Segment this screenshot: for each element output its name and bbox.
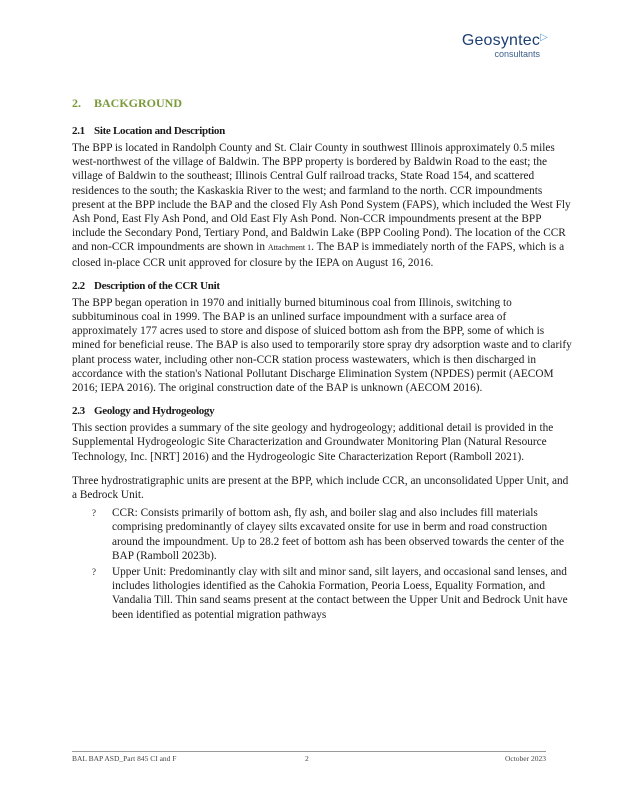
paragraph-ccr-unit: The BPP began operation in 1970 and initially burned bituminous coal from Illinois, switching to subbituminous coal in 1999. The BAP is an unlined surface impoundment with a surface area of approximately 177 acres used to store and dispose of sluiced bottom ash from the BPP, some of which is mined for beneficial reuse. The BAP is also used to temporarily store spray dry adsorption waste and to clarify plant process water, including other non-CCR station process wastewaters, which is then discharged in accordance with the station's National Pollutant Discharge Elimination System (NPDES) permit (AECOM 2016; IEPA 2016). The original construction date of the BAP is unknown (AECOM 2016). — [72, 296, 572, 395]
paragraph-geology-summary: This section provides a summary of the site geology and hydrogeology; additional detail is provided in the Supplemental Hydrogeologic Site Characterization and Groundwater Monitoring Plan (Natural Resource Technology, Inc. [NRT] 2016) and the Hydrogeologic Site Characterization Report (Ramboll 2021). — [72, 422, 554, 463]
logo-triangle-icon: ▷ — [540, 32, 548, 43]
list-item: ? CCR: Consists primarily of bottom ash, fly ash, and boiler slag and also includes fill materials comprising predominantly of clayey silts excavated onsite for use in berm and road construction around the impoundment. Up to 28.2 feet of bottom ash has been observed towards the center of the BAP (Ramboll 2023b). — [92, 507, 565, 562]
logo-name: Geosyntec▷ — [461, 32, 548, 49]
footer-date: October 2023 — [504, 754, 546, 763]
document-body — [72, 96, 572, 624]
footer-page-number: 2 — [305, 754, 309, 763]
list-item: ? Upper Unit: Predominantly clay with silt and minor sand, silt layers, and occasional sand lenses, and includes lithologies identified as the Cahokia Formation, Peoria Loess, Equality Formation, and Vandalia Till. Thin sand seams present at the contact between the Upper Unit and Bedrock Unit have been identified as potential migration pathways — [92, 566, 568, 621]
footer-document-id: BAL BAP ASD_Part 845 CI and F — [72, 754, 177, 763]
logo-subtitle: consultants — [494, 49, 540, 59]
subsection-heading-2-2: 2.2 Description of the CCR Unit — [72, 279, 220, 292]
paragraph-site-location: The BPP is located in Randolph County and St. Clair County in southwest Illinois approximately 0.5 miles west-northwest of the village of Baldwin. The BPP property is bordered by Baldwin Road to the east; the village of Baldwin to the southeast; Illinois Central Gulf railroad tracks, State Road 154, and scattered residences to the south; the Kaskaskia River to the west; and farmland to the north. CCR impoundments present at the BPP include the BAP and the closed Fly Ash Pond System (FAPS), which included the West Fly Ash Pond, East Fly Ash Pond, and Old East Fly Ash Pond. Non-CCR impoundments present at the BPP include the Secondary Pond, Tertiary Pond, and Baldwin Lake (BPP Cooling Pond). The location of the CCR and non-CCR impoundments are shown in Attachment 1. The BAP is immediately north of the FAPS, which is a closed in-place CCR unit approved for closure by the IEPA on August 16, 2016. — [72, 142, 571, 269]
company-logo — [462, 32, 548, 59]
paragraph-hydrostratigraphic-units: Three hydrostratigraphic units are present at the BPP, which include CCR, an unconsolidated Upper Unit, and a Bedrock Unit. — [72, 474, 569, 502]
bullet-icon: ? — [92, 567, 96, 578]
subsection-heading-2-1: 2.1 Site Location and Description — [72, 125, 225, 137]
subsection-heading-2-3: 2.3 Geology and Hydrogeology — [72, 405, 215, 418]
unit-list — [72, 506, 572, 622]
footer-divider — [72, 751, 546, 752]
attachment-reference: Attachment 1 — [267, 243, 312, 253]
section-heading: 2. BACKGROUND — [72, 96, 183, 110]
bullet-icon: ? — [92, 508, 96, 519]
